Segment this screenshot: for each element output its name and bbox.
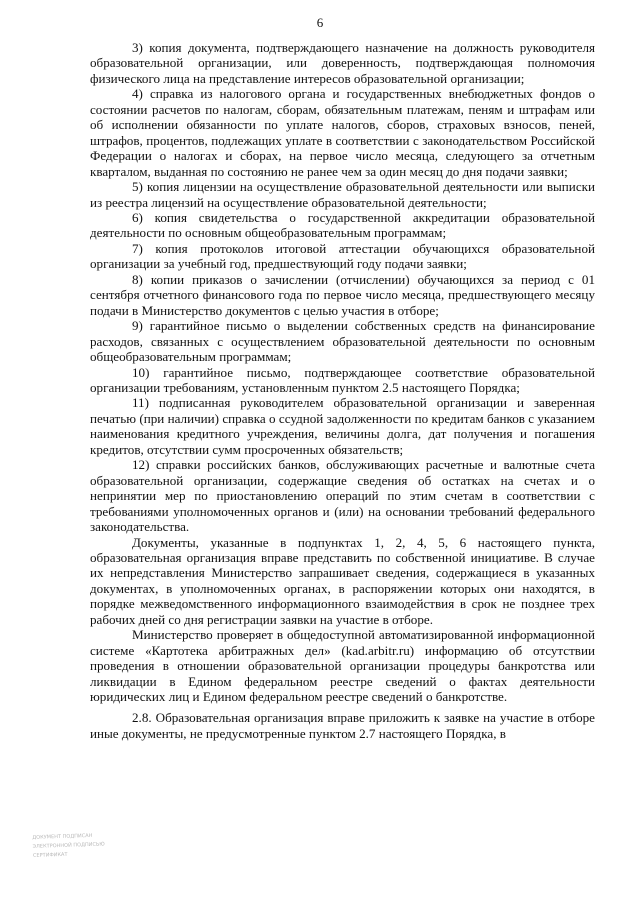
paragraph-item-4: 4) справка из налогового органа и государственных внебюджетных фондов о состоянии расчетов по налогам, сборам, обязательным платежам, пеням и штрафам или об исполнении обязанности по уплате налогов, сборов, страховых взносов, пеней, штрафов, процентов, подлежащих уплате в соответствии с законодательством Российской Федерации о налогах и сборах, на первое число месяца, следующего за отчетным кварталом, выданная по состоянию не ранее чем за один месяц до дня подачи заявки; (90, 86, 595, 179)
stamp-line: СЕРТИФИКАТ (32, 851, 68, 859)
paragraph-item-8: 8) копии приказов о зачислении (отчислении) обучающихся за период с 01 сентября отчетного финансового года по первое число месяца, предшествующего месяцу подачи в Министерство документов с целью участия в отборе; (90, 271, 595, 318)
stamp-line: ДОКУМЕНТ ПОДПИСАН (32, 832, 93, 841)
paragraph-ministry-check: Министерство проверяет в общедоступной автоматизированной информационной системе «Картотека арбитражных дел» (kad.arbitr.ru) информацию об отсутствии проведения в отношении образовательной организации процедуры банкротства или ликвидации в Едином федеральном реестре сведений о фактах деятельности юридических лиц и Едином федеральном реестре сведений о банкротстве. (90, 627, 595, 705)
paragraph-item-9: 9) гарантийное письмо о выделении собственных средств на финансирование расходов, связанных с осуществлением образовательной деятельности по основным общеобразовательным программам; (90, 318, 595, 365)
paragraph-item-5: 5) копия лицензии на осуществление образовательной деятельности или выписки из реестра лицензий на осуществление образовательной деятельности; (90, 179, 595, 210)
electronic-signature-stamp (32, 830, 144, 882)
paragraph-2-8: 2.8. Образовательная организация вправе приложить к заявке на участие в отборе иные документы, не предусмотренные пунктом 2.7 настоящего Порядка, в (90, 710, 595, 741)
paragraph-item-6: 6) копия свидетельства о государственной аккредитации образовательной деятельности по основным общеобразовательным программам; (90, 209, 595, 241)
paragraph-item-10: 10) гарантийное письмо, подтверждающее соответствие образовательной организации требованиям, установленным пунктом 2.5 настоящего Порядка; (90, 364, 595, 395)
paragraph-item-11: 11) подписанная руководителем образовательной организации и заверенная печатью (при наличии) справка о ссудной задолженности по кредитам банков с указанием наименования кредитного учреждения, величины долга, дат получения и погашения кредитов, отсутствии сумм просроченных обязательств; (90, 395, 595, 457)
page-number: 6 (316, 15, 324, 30)
document-body (90, 40, 595, 741)
paragraph-item-3: 3) копия документа, подтверждающего назначение на должность руководителя образовательной организации, или доверенность, подтверждающая полномочия физического лица на представление интересов образовательной организации; (90, 40, 595, 86)
paragraph-item-7: 7) копия протоколов итоговой аттестации обучающихся образовательной организации за учебный год, предшествующий году подачи заявки; (90, 240, 595, 272)
paragraph-item-12: 12) справки российских банков, обслуживающих расчетные и валютные счета образовательной организации, содержащие сведения об остатках на счетах и о непринятии мер по приостановлению операций по этим счетам в соответствии с требованиями уполномоченных органов и (или) на основании требований федерального законодательства. (90, 457, 595, 535)
stamp-line: ЭЛЕКТРОННОЙ ПОДПИСЬЮ (32, 841, 105, 850)
paragraph-documents-note: Документы, указанные в подпунктах 1, 2, 4, 5, 6 настоящего пункта, образовательная организация вправе представить по собственной инициативе. В случае их непредставления Министерство запрашивает сведения, содержащиеся в указанных документах, в уполномоченных органах, в распоряжении которых они находятся, в порядке межведомственного информационного взаимодействия в срок не позднее трех рабочих дней со дня регистрации заявки на участие в отборе. (90, 534, 595, 627)
